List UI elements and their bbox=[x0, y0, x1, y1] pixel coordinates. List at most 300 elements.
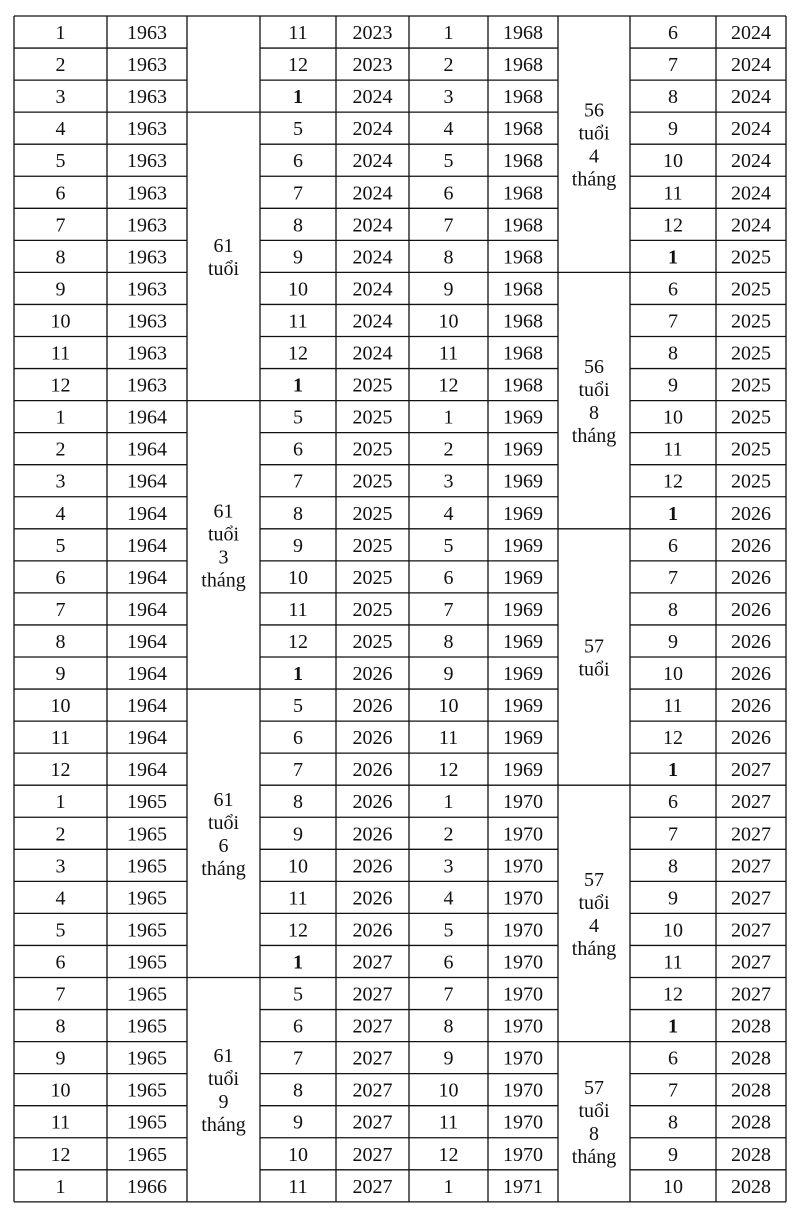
cell-birth-month-b: 3 bbox=[443, 855, 454, 878]
cell-retire-month-a: 8 bbox=[293, 791, 303, 814]
retirement-age-label: tháng bbox=[571, 425, 617, 448]
cell-retire-month-a: 1 bbox=[293, 951, 303, 974]
cell-retire-year-b: 2026 bbox=[731, 502, 771, 525]
cell-retire-month-b: 10 bbox=[663, 919, 683, 942]
cell-retire-year-b: 2028 bbox=[731, 1079, 771, 1102]
cell-birth-year-a: 1964 bbox=[127, 470, 167, 493]
cell-retire-year-a: 2027 bbox=[352, 1079, 393, 1102]
cell-birth-month-a: 11 bbox=[50, 342, 71, 365]
cell-birth-month-b: 7 bbox=[443, 214, 454, 237]
cell-retire-year-a: 2027 bbox=[352, 1047, 393, 1070]
cell-birth-month-a: 2 bbox=[55, 54, 66, 77]
cell-birth-month-a: 8 bbox=[55, 630, 66, 653]
cell-birth-month-b: 6 bbox=[443, 566, 454, 589]
retirement-age-label: 4 bbox=[589, 914, 599, 937]
cell-retire-year-a: 2025 bbox=[352, 438, 393, 461]
cell-birth-year-b: 1970 bbox=[503, 1015, 543, 1038]
cell-birth-year-a: 1964 bbox=[127, 406, 167, 429]
cell-retire-year-b: 2027 bbox=[731, 951, 771, 974]
cell-retire-month-b: 1 bbox=[668, 759, 678, 782]
cell-retire-month-b: 10 bbox=[663, 150, 683, 173]
cell-retire-month-b: 12 bbox=[663, 983, 683, 1006]
cell-birth-month-b: 7 bbox=[443, 983, 454, 1006]
cell-retire-year-a: 2023 bbox=[352, 54, 393, 77]
cell-retire-month-b: 12 bbox=[663, 727, 683, 750]
cell-birth-month-b: 8 bbox=[443, 1015, 454, 1038]
cell-retire-month-b: 1 bbox=[668, 1015, 678, 1038]
cell-retire-month-a: 11 bbox=[288, 22, 308, 45]
cell-birth-month-a: 3 bbox=[55, 86, 66, 109]
cell-retire-month-b: 8 bbox=[668, 598, 678, 621]
cell-birth-year-b: 1970 bbox=[503, 855, 543, 878]
cell-birth-month-a: 3 bbox=[55, 855, 66, 878]
cell-birth-year-a: 1964 bbox=[127, 502, 167, 525]
cell-retire-year-a: 2023 bbox=[352, 22, 393, 45]
cell-retire-year-b: 2024 bbox=[731, 86, 771, 109]
cell-birth-month-a: 5 bbox=[55, 150, 66, 173]
cell-birth-year-a: 1965 bbox=[127, 1079, 167, 1102]
cell-retire-year-b: 2024 bbox=[731, 54, 771, 77]
cell-retire-year-a: 2025 bbox=[352, 598, 393, 621]
cell-retire-year-b: 2024 bbox=[731, 22, 771, 45]
retirement-age-label: 56 bbox=[584, 356, 604, 379]
retirement-age-label: 8 bbox=[589, 402, 599, 425]
cell-birth-year-b: 1970 bbox=[503, 983, 543, 1006]
cell-retire-month-a: 1 bbox=[293, 86, 303, 109]
cell-retire-year-a: 2026 bbox=[352, 695, 393, 718]
cell-birth-month-b: 2 bbox=[443, 54, 454, 77]
cell-retire-month-b: 9 bbox=[668, 887, 678, 910]
retirement-age-label: tháng bbox=[201, 857, 246, 880]
cell-retire-month-a: 9 bbox=[293, 1111, 303, 1134]
cell-birth-month-a: 5 bbox=[55, 919, 66, 942]
retirement-age-label: tháng bbox=[201, 569, 246, 592]
cell-retire-month-a: 9 bbox=[293, 823, 303, 846]
cell-retire-month-b: 8 bbox=[668, 855, 678, 878]
cell-retire-year-a: 2027 bbox=[352, 1015, 393, 1038]
cell-birth-month-b: 10 bbox=[438, 695, 459, 718]
retirement-age-label: tuổi bbox=[578, 379, 610, 402]
cell-birth-month-a: 8 bbox=[55, 246, 66, 269]
cell-retire-year-b: 2026 bbox=[731, 695, 771, 718]
cell-retire-year-a: 2025 bbox=[352, 534, 393, 557]
cell-birth-month-a: 12 bbox=[50, 1143, 71, 1166]
cell-birth-month-a: 1 bbox=[55, 1175, 66, 1198]
cell-retire-month-a: 10 bbox=[288, 566, 308, 589]
cell-birth-month-b: 4 bbox=[443, 887, 454, 910]
cell-birth-year-b: 1970 bbox=[503, 1079, 543, 1102]
cell-birth-month-a: 10 bbox=[50, 1079, 71, 1102]
cell-retire-month-b: 11 bbox=[663, 438, 683, 461]
cell-retire-year-b: 2024 bbox=[731, 182, 771, 205]
cell-retire-year-a: 2026 bbox=[352, 791, 393, 814]
cell-birth-year-b: 1969 bbox=[503, 630, 543, 653]
cell-retire-month-b: 7 bbox=[668, 823, 678, 846]
cell-birth-year-a: 1963 bbox=[127, 54, 167, 77]
cell-birth-year-b: 1970 bbox=[503, 887, 543, 910]
cell-birth-year-b: 1969 bbox=[503, 598, 543, 621]
retirement-age-label: tuổi bbox=[578, 658, 610, 681]
cell-retire-year-a: 2026 bbox=[352, 823, 393, 846]
cell-birth-month-b: 10 bbox=[438, 310, 459, 333]
cell-birth-year-b: 1968 bbox=[503, 214, 543, 237]
cell-retire-year-b: 2026 bbox=[731, 630, 771, 653]
cell-birth-month-a: 8 bbox=[55, 1015, 66, 1038]
cell-retire-year-b: 2028 bbox=[731, 1047, 771, 1070]
cell-retire-month-b: 11 bbox=[663, 695, 683, 718]
cell-retire-year-a: 2025 bbox=[352, 630, 393, 653]
cell-birth-year-b: 1968 bbox=[503, 374, 543, 397]
cell-birth-month-a: 9 bbox=[55, 663, 66, 686]
cell-birth-year-a: 1964 bbox=[127, 630, 167, 653]
retirement-age-label: 57 bbox=[584, 868, 604, 891]
cell-retire-year-b: 2026 bbox=[731, 663, 771, 686]
cell-birth-month-a: 12 bbox=[50, 374, 71, 397]
cell-birth-year-a: 1963 bbox=[127, 342, 167, 365]
cell-retire-year-a: 2026 bbox=[352, 887, 393, 910]
retirement-age-label: tuổi bbox=[578, 1100, 610, 1123]
retirement-age-label: tháng bbox=[201, 1114, 246, 1137]
cell-retire-year-a: 2026 bbox=[352, 663, 393, 686]
cell-retire-year-a: 2027 bbox=[352, 1143, 393, 1166]
cell-birth-year-a: 1965 bbox=[127, 823, 167, 846]
retirement-age-label: tháng bbox=[571, 168, 617, 191]
cell-retire-month-a: 8 bbox=[293, 1079, 303, 1102]
cell-retire-year-a: 2024 bbox=[352, 310, 393, 333]
cell-birth-month-a: 5 bbox=[55, 534, 66, 557]
cell-birth-year-a: 1965 bbox=[127, 951, 167, 974]
cell-retire-year-b: 2024 bbox=[731, 150, 771, 173]
cell-retire-year-a: 2024 bbox=[352, 86, 393, 109]
cell-birth-year-a: 1963 bbox=[127, 150, 167, 173]
cell-retire-month-b: 6 bbox=[668, 22, 678, 45]
cell-retire-month-a: 10 bbox=[288, 1143, 308, 1166]
cell-retire-year-b: 2026 bbox=[731, 534, 771, 557]
cell-retire-month-b: 12 bbox=[663, 470, 683, 493]
cell-retire-year-b: 2025 bbox=[731, 278, 771, 301]
cell-birth-month-b: 4 bbox=[443, 118, 454, 141]
cell-retire-year-b: 2025 bbox=[731, 342, 771, 365]
cell-retire-month-b: 12 bbox=[663, 214, 683, 237]
cell-birth-year-a: 1965 bbox=[127, 983, 167, 1006]
cell-birth-month-b: 7 bbox=[443, 598, 454, 621]
cell-retire-year-a: 2025 bbox=[352, 470, 393, 493]
retirement-age-label: tuổi bbox=[207, 811, 240, 834]
cell-birth-month-b: 1 bbox=[443, 791, 454, 814]
cell-birth-year-a: 1963 bbox=[127, 22, 167, 45]
cell-retire-year-a: 2024 bbox=[352, 246, 393, 269]
cell-birth-year-a: 1963 bbox=[127, 246, 167, 269]
cell-retire-month-b: 10 bbox=[663, 1175, 683, 1198]
cell-birth-year-b: 1968 bbox=[503, 278, 543, 301]
cell-birth-month-a: 3 bbox=[55, 470, 66, 493]
cell-retire-year-b: 2027 bbox=[731, 759, 771, 782]
retirement-age-label: 56 bbox=[584, 99, 604, 122]
cell-retire-year-b: 2025 bbox=[731, 374, 771, 397]
cell-retire-year-b: 2027 bbox=[731, 983, 771, 1006]
cell-birth-month-b: 1 bbox=[443, 22, 454, 45]
cell-birth-month-a: 4 bbox=[55, 118, 66, 141]
cell-birth-year-b: 1970 bbox=[503, 791, 543, 814]
cell-birth-year-b: 1969 bbox=[503, 534, 543, 557]
retirement-age-label: 57 bbox=[584, 635, 604, 658]
cell-birth-year-a: 1965 bbox=[127, 919, 167, 942]
cell-retire-year-a: 2026 bbox=[352, 727, 393, 750]
cell-birth-year-b: 1970 bbox=[503, 919, 543, 942]
cell-birth-year-a: 1963 bbox=[127, 86, 167, 109]
retirement-age-label: 61 bbox=[213, 234, 234, 257]
cell-retire-year-b: 2027 bbox=[731, 887, 771, 910]
cell-retire-year-a: 2027 bbox=[352, 1111, 393, 1134]
cell-retire-month-a: 11 bbox=[288, 1175, 308, 1198]
cell-retire-year-b: 2024 bbox=[731, 214, 771, 237]
cell-retire-month-b: 7 bbox=[668, 54, 678, 77]
cell-retire-year-a: 2025 bbox=[352, 566, 393, 589]
cell-retire-year-b: 2028 bbox=[731, 1143, 771, 1166]
cell-retire-year-a: 2024 bbox=[352, 118, 393, 141]
cell-retire-month-a: 7 bbox=[293, 1047, 303, 1070]
cell-retire-year-a: 2026 bbox=[352, 855, 393, 878]
cell-retire-month-b: 8 bbox=[668, 86, 678, 109]
cell-retire-month-a: 11 bbox=[288, 598, 308, 621]
cell-retire-month-a: 7 bbox=[293, 182, 303, 205]
cell-birth-month-b: 10 bbox=[438, 1079, 459, 1102]
cell-birth-month-a: 6 bbox=[55, 566, 66, 589]
cell-retire-month-a: 5 bbox=[293, 983, 303, 1006]
retirement-age-label: 61 bbox=[213, 500, 234, 523]
retirement-age-label: 61 bbox=[213, 1045, 234, 1068]
cell-birth-year-b: 1968 bbox=[503, 86, 543, 109]
cell-retire-year-b: 2028 bbox=[731, 1175, 771, 1198]
cell-retire-month-a: 1 bbox=[293, 374, 303, 397]
cell-retire-year-b: 2026 bbox=[731, 598, 771, 621]
cell-birth-year-b: 1969 bbox=[503, 438, 543, 461]
cell-birth-year-a: 1964 bbox=[127, 566, 167, 589]
cell-retire-month-b: 8 bbox=[668, 1111, 678, 1134]
cell-birth-year-b: 1968 bbox=[503, 310, 543, 333]
cell-birth-month-b: 5 bbox=[443, 150, 454, 173]
cell-birth-month-b: 4 bbox=[443, 502, 454, 525]
cell-retire-month-b: 11 bbox=[663, 951, 683, 974]
cell-birth-month-b: 3 bbox=[443, 86, 454, 109]
cell-birth-year-a: 1964 bbox=[127, 727, 167, 750]
cell-birth-month-b: 1 bbox=[443, 406, 454, 429]
cell-birth-month-a: 12 bbox=[50, 759, 71, 782]
cell-retire-month-a: 12 bbox=[288, 919, 308, 942]
cell-retire-month-b: 9 bbox=[668, 630, 678, 653]
cell-retire-month-a: 10 bbox=[288, 278, 308, 301]
cell-birth-year-a: 1965 bbox=[127, 1111, 167, 1134]
cell-birth-month-a: 1 bbox=[55, 791, 66, 814]
retirement-age-label: 61 bbox=[213, 788, 234, 811]
cell-birth-year-b: 1970 bbox=[503, 1111, 543, 1134]
cell-birth-month-a: 1 bbox=[55, 406, 66, 429]
cell-retire-month-a: 7 bbox=[293, 470, 303, 493]
cell-birth-month-a: 10 bbox=[50, 695, 71, 718]
cell-birth-month-a: 4 bbox=[55, 887, 66, 910]
cell-retire-year-a: 2025 bbox=[352, 502, 393, 525]
cell-birth-month-b: 9 bbox=[443, 663, 454, 686]
cell-retire-year-b: 2027 bbox=[731, 823, 771, 846]
cell-birth-month-b: 12 bbox=[438, 759, 459, 782]
cell-birth-year-a: 1963 bbox=[127, 310, 167, 333]
cell-birth-month-b: 6 bbox=[443, 182, 454, 205]
cell-birth-month-b: 9 bbox=[443, 278, 454, 301]
cell-retire-month-b: 7 bbox=[668, 566, 678, 589]
retirement-age-label: tuổi bbox=[207, 257, 240, 280]
cell-birth-month-a: 6 bbox=[55, 182, 66, 205]
cell-birth-year-b: 1969 bbox=[503, 695, 543, 718]
cell-retire-month-a: 1 bbox=[293, 663, 303, 686]
cell-birth-month-a: 7 bbox=[55, 598, 66, 621]
cell-retire-year-a: 2027 bbox=[352, 1175, 393, 1198]
cell-birth-month-a: 2 bbox=[55, 823, 66, 846]
cell-retire-month-b: 9 bbox=[668, 374, 678, 397]
cell-retire-month-a: 6 bbox=[293, 150, 303, 173]
cell-retire-month-b: 6 bbox=[668, 791, 678, 814]
cell-retire-year-a: 2024 bbox=[352, 342, 393, 365]
cell-retire-month-a: 10 bbox=[288, 855, 308, 878]
cell-birth-month-a: 1 bbox=[55, 22, 66, 45]
cell-birth-month-b: 11 bbox=[438, 342, 459, 365]
cell-birth-month-b: 12 bbox=[438, 1143, 459, 1166]
cell-birth-year-b: 1969 bbox=[503, 663, 543, 686]
cell-retire-year-a: 2024 bbox=[352, 182, 393, 205]
cell-retire-year-a: 2026 bbox=[352, 919, 393, 942]
cell-retire-month-b: 8 bbox=[668, 342, 678, 365]
cell-birth-year-a: 1963 bbox=[127, 118, 167, 141]
cell-birth-month-b: 1 bbox=[443, 1175, 454, 1198]
cell-retire-year-b: 2028 bbox=[731, 1111, 771, 1134]
cell-birth-year-a: 1963 bbox=[127, 182, 167, 205]
cell-retire-month-a: 8 bbox=[293, 502, 303, 525]
cell-birth-month-a: 10 bbox=[50, 310, 71, 333]
cell-retire-month-b: 9 bbox=[668, 1143, 678, 1166]
cell-retire-year-a: 2024 bbox=[352, 214, 393, 237]
cell-retire-month-a: 5 bbox=[293, 406, 303, 429]
cell-retire-month-a: 12 bbox=[288, 54, 308, 77]
cell-retire-month-b: 6 bbox=[668, 278, 678, 301]
cell-birth-year-a: 1964 bbox=[127, 759, 167, 782]
cell-birth-year-a: 1965 bbox=[127, 855, 167, 878]
cell-retire-month-a: 6 bbox=[293, 1015, 303, 1038]
cell-birth-year-b: 1969 bbox=[503, 727, 543, 750]
retirement-age-label: tháng bbox=[571, 937, 617, 960]
cell-birth-year-a: 1966 bbox=[127, 1175, 167, 1198]
cell-birth-month-b: 12 bbox=[438, 374, 459, 397]
cell-birth-year-b: 1969 bbox=[503, 566, 543, 589]
retirement-age-label: tháng bbox=[571, 1146, 617, 1169]
cell-retire-year-a: 2025 bbox=[352, 374, 393, 397]
cell-retire-month-b: 6 bbox=[668, 534, 678, 557]
retirement-age-label: tuổi bbox=[207, 1068, 240, 1091]
cell-retire-month-a: 6 bbox=[293, 438, 303, 461]
cell-retire-month-b: 9 bbox=[668, 118, 678, 141]
cell-retire-year-a: 2025 bbox=[352, 406, 393, 429]
cell-birth-year-a: 1965 bbox=[127, 1015, 167, 1038]
cell-retire-month-a: 5 bbox=[293, 695, 303, 718]
cell-birth-month-b: 8 bbox=[443, 630, 454, 653]
cell-birth-year-b: 1968 bbox=[503, 118, 543, 141]
retirement-age-label: 57 bbox=[584, 1077, 604, 1100]
cell-birth-year-a: 1963 bbox=[127, 374, 167, 397]
cell-birth-month-a: 4 bbox=[55, 502, 66, 525]
cell-birth-month-a: 11 bbox=[50, 727, 71, 750]
retirement-age-label: 9 bbox=[218, 1091, 229, 1114]
cell-birth-year-a: 1965 bbox=[127, 1047, 167, 1070]
retirement-age-label: tuổi bbox=[207, 523, 240, 546]
cell-retire-year-b: 2026 bbox=[731, 566, 771, 589]
cell-birth-year-a: 1965 bbox=[127, 791, 167, 814]
cell-birth-year-b: 1970 bbox=[503, 951, 543, 974]
cell-birth-year-b: 1970 bbox=[503, 1143, 543, 1166]
cell-retire-month-b: 7 bbox=[668, 1079, 678, 1102]
cell-birth-month-b: 5 bbox=[443, 534, 454, 557]
cell-retire-month-b: 7 bbox=[668, 310, 678, 333]
cell-retire-month-a: 9 bbox=[293, 246, 303, 269]
cell-retire-year-b: 2027 bbox=[731, 791, 771, 814]
cell-retire-month-a: 5 bbox=[293, 118, 303, 141]
cell-birth-year-b: 1971 bbox=[503, 1175, 543, 1198]
cell-retire-year-a: 2027 bbox=[352, 951, 393, 974]
cell-retire-month-b: 10 bbox=[663, 406, 683, 429]
cell-birth-year-a: 1963 bbox=[127, 278, 167, 301]
cell-retire-year-b: 2027 bbox=[731, 919, 771, 942]
cell-birth-month-b: 11 bbox=[438, 727, 459, 750]
cell-retire-year-a: 2027 bbox=[352, 983, 393, 1006]
retirement-age-label: 4 bbox=[589, 145, 599, 168]
cell-retire-year-a: 2026 bbox=[352, 759, 393, 782]
cell-birth-month-b: 3 bbox=[443, 470, 454, 493]
retirement-age-label: 8 bbox=[589, 1123, 599, 1146]
cell-retire-month-a: 11 bbox=[288, 310, 308, 333]
retirement-age-label: 3 bbox=[218, 546, 229, 569]
cell-retire-month-b: 10 bbox=[663, 663, 683, 686]
cell-birth-year-b: 1969 bbox=[503, 502, 543, 525]
cell-birth-year-a: 1963 bbox=[127, 214, 167, 237]
cell-birth-year-b: 1968 bbox=[503, 246, 543, 269]
cell-retire-month-a: 8 bbox=[293, 214, 303, 237]
cell-retire-month-a: 11 bbox=[288, 887, 308, 910]
cell-birth-month-a: 7 bbox=[55, 983, 66, 1006]
cell-birth-month-a: 7 bbox=[55, 214, 66, 237]
cell-birth-month-b: 5 bbox=[443, 919, 454, 942]
cell-retire-month-a: 6 bbox=[293, 727, 303, 750]
cell-birth-year-b: 1970 bbox=[503, 823, 543, 846]
retirement-age-label: tuổi bbox=[578, 122, 610, 145]
cell-retire-month-a: 7 bbox=[293, 759, 303, 782]
cell-retire-year-b: 2024 bbox=[731, 118, 771, 141]
cell-birth-year-a: 1964 bbox=[127, 695, 167, 718]
cell-birth-month-b: 6 bbox=[443, 951, 454, 974]
cell-birth-year-b: 1969 bbox=[503, 470, 543, 493]
cell-retire-month-b: 1 bbox=[668, 246, 678, 269]
cell-retire-month-b: 1 bbox=[668, 502, 678, 525]
cell-retire-year-b: 2025 bbox=[731, 470, 771, 493]
table-cells bbox=[51, 22, 772, 1198]
cell-birth-month-a: 9 bbox=[55, 1047, 66, 1070]
cell-birth-year-b: 1970 bbox=[503, 1047, 543, 1070]
cell-birth-month-a: 11 bbox=[50, 1111, 71, 1134]
cell-retire-month-b: 6 bbox=[668, 1047, 678, 1070]
cell-birth-year-a: 1964 bbox=[127, 598, 167, 621]
cell-birth-month-b: 11 bbox=[438, 1111, 459, 1134]
cell-birth-year-b: 1968 bbox=[503, 54, 543, 77]
cell-retire-year-a: 2024 bbox=[352, 278, 393, 301]
cell-birth-month-b: 9 bbox=[443, 1047, 454, 1070]
cell-birth-month-a: 9 bbox=[55, 278, 66, 301]
cell-retire-year-b: 2026 bbox=[731, 727, 771, 750]
